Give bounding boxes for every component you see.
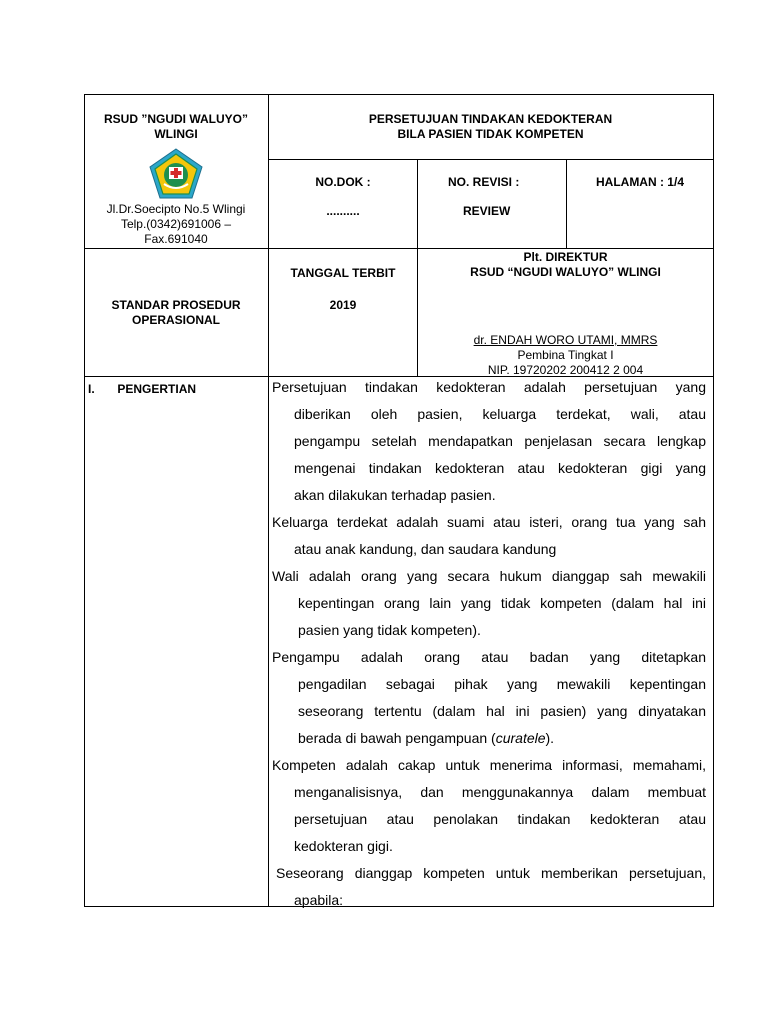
sop-label: [88, 298, 264, 328]
hospital-name-text: RSUD ”NGUDI WALUYO” WLINGI: [104, 112, 248, 141]
body-line: [272, 725, 706, 752]
section-title: PENGERTIAN: [117, 382, 197, 396]
body-line: Wali adalah orang yang secara hukum dianggap sah mewakili: [272, 568, 706, 584]
address-line: Jl.Dr.Soecipto No.5 Wlingi: [106, 202, 246, 216]
paragraph-keluarga: [272, 509, 706, 563]
body-line: Seseorang dianggap kompeten untuk memberikan persetujuan,: [276, 865, 706, 881]
sop-label-line1: STANDAR PROSEDUR: [111, 298, 241, 312]
no-revisi-value: REVIEW: [463, 204, 511, 218]
body-line: seseorang tertentu (dalam hal ini pasien) yang dinyatakan: [298, 703, 706, 719]
phone-line: Telp.(0342)691006 – Fax.691040: [120, 217, 232, 246]
paragraph-pengampu: [272, 644, 706, 752]
no-dok-label: NO.DOK :: [315, 175, 371, 189]
document-title-line2: BILA PASIEN TIDAK KOMPETEN: [397, 127, 584, 141]
no-dok-value: ..........: [326, 204, 360, 218]
paragraph-seseorang: [272, 860, 706, 914]
hospital-address: [88, 202, 264, 247]
body-line: Pengampu adalah orang atau badan yang ditetapkan: [272, 649, 706, 665]
sop-label-line2: OPERASIONAL: [131, 313, 220, 327]
director-signature-block: [420, 333, 711, 378]
section-heading: [88, 382, 264, 397]
director-title-line2: RSUD “NGUDI WALUYO” WLINGI: [470, 265, 661, 279]
body-line: Persetujuan tindakan kedokteran adalah persetujuan yang: [272, 379, 706, 395]
director-title-line1: Plt. DIREKTUR: [523, 250, 608, 264]
body-line: menganalisisnya, dan menggunakannya dalam membuat: [294, 784, 706, 800]
director-rank: Pembina Tingkat I: [517, 348, 614, 362]
body-text: berada di bawah pengampuan (: [298, 730, 496, 746]
body-line: Keluarga terdekat adalah suami atau isteri, orang tua yang sah: [272, 514, 706, 530]
director-name: dr. ENDAH WORO UTAMI, MMRS: [473, 333, 658, 347]
halaman-label: HALAMAN : 1/4: [595, 175, 684, 189]
document-title-line1: PERSETUJUAN TINDAKAN KEDOKTERAN: [368, 112, 613, 126]
body-line: akan dilakukan terhadap pasien.: [294, 487, 496, 503]
body-line: apabila:: [294, 892, 344, 908]
tanggal-terbit-value: 2019: [329, 298, 357, 312]
body-line: atau anak kandung, dan saudara kandung: [294, 541, 557, 557]
director-title: [420, 250, 711, 280]
no-revisi-label: NO. REVISI :: [448, 175, 520, 189]
body-line: mengenai tindakan kedokteran atau kedokteran gigi yang: [294, 460, 706, 476]
paragraph-wali: [272, 563, 706, 644]
director-nip: NIP. 19720202 200412 2 004: [487, 363, 644, 377]
body-line: pasien yang tidak kompeten).: [298, 622, 481, 638]
hospital-logo-icon: [148, 148, 204, 200]
tanggal-terbit-label: TANGGAL TERBIT: [290, 266, 396, 280]
body-line: diberikan oleh pasien, keluarga terdekat, wali, atau: [294, 406, 706, 422]
body-text: ).: [545, 730, 555, 746]
body-line: kepentingan orang lain yang tidak kompeten (dalam hal ini: [298, 595, 706, 611]
paragraph-persetujuan: [272, 374, 706, 509]
curatele-term: curatele: [495, 730, 546, 746]
section-number: I.: [88, 382, 95, 396]
hospital-name: [88, 112, 264, 142]
paragraph-kompeten: [272, 752, 706, 860]
body-line: persetujuan atau penolakan tindakan kedokteran atau: [294, 811, 706, 827]
body-line: pengadilan sebagai pihak yang mewakili kepentingan: [298, 676, 706, 692]
body-line: kedokteran gigi.: [294, 838, 393, 854]
section-body: [272, 374, 706, 914]
body-line: pengampu setelah mendapatkan penjelasan secara lengkap: [294, 433, 706, 449]
body-line: Kompeten adalah cakap untuk menerima informasi, memahami,: [272, 757, 706, 773]
document-title: [270, 112, 711, 142]
